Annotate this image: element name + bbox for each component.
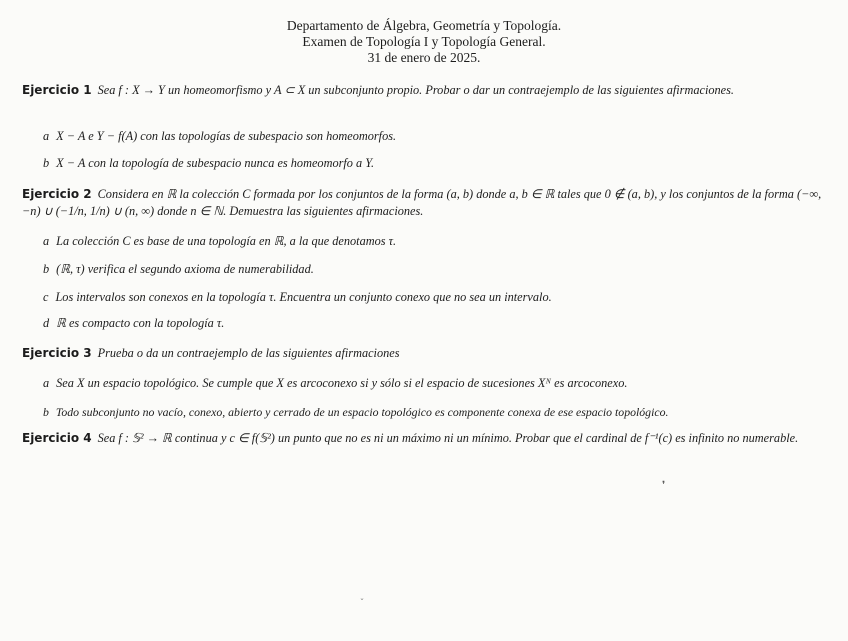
exercise-4-statement: Sea f : 𝕊² → ℝ continua y c ∈ f(𝕊²) un punto que no es ni un máximo ni un mínimo. Probar que el cardinal de f⁻¹(c) es infinito no numerable. [97, 431, 799, 445]
exercise-3 [22, 345, 822, 362]
exam-title-line: Examen de Topología I y Topología General. [302, 34, 546, 49]
department-line: Departamento de Álgebra, Geometría y Topología. [286, 18, 562, 33]
exercise-3-label: Ejercicio 3 [22, 346, 92, 360]
exercise-4-label: Ejercicio 4 [22, 431, 92, 445]
item-text: X − A e Y − f(A) con las topologías de subespacio son homeomorfos. [56, 129, 397, 143]
item-letter: b [43, 262, 50, 276]
exercise-1-label: Ejercicio 1 [22, 83, 92, 97]
exercise-3-item-a [43, 375, 823, 391]
item-text: La colección C es base de una topología en ℝ, a la que denotamos τ. [56, 234, 397, 248]
item-text: Todo subconjunto no vacío, conexo, abierto y cerrado de un espacio topológico es componente conexa de ese espacio topológico. [55, 405, 669, 419]
item-letter: a [43, 376, 50, 390]
exercise-2-item-c [43, 289, 823, 305]
item-text: Sea X un espacio topológico. Se cumple que X es arcoconexo si y sólo si el espacio de sucesiones Xᴺ es arcoconexo. [56, 376, 628, 390]
item-letter: c [43, 290, 49, 304]
scan-speck: ❜ [662, 480, 666, 491]
exam-date-line: 31 de enero de 2025. [367, 50, 481, 65]
exercise-1-item-b [43, 155, 823, 171]
item-text: X − A con la topología de subespacio nunca es homeomorfo a Y. [56, 156, 375, 170]
exercise-4 [22, 430, 822, 447]
exam-header [0, 18, 848, 66]
exercise-2-item-a [43, 233, 823, 249]
item-text: (ℝ, τ) verifica el segundo axioma de numerabilidad. [56, 262, 314, 276]
exercise-2-item-b [43, 261, 823, 277]
item-letter: a [43, 234, 50, 248]
exercise-2-item-d [43, 315, 823, 331]
item-letter: b [43, 405, 49, 419]
scan-speck: ˘ [360, 598, 364, 607]
item-text: ℝ es compacto con la topología τ. [56, 316, 225, 330]
item-letter: a [43, 129, 50, 143]
exercise-2-statement: Considera en ℝ la colección C formada por los conjuntos de la forma (a, b) donde a, b ∈ ℝ tales que 0 ∉ (a, b), y los conjuntos de la forma (−∞, −n) ∪ (−1/n, 1/n) ∪ (n, ∞) donde n ∈ ℕ. Demuestra las siguientes afirmaciones. [22, 187, 822, 218]
exercise-1-item-a [43, 128, 823, 144]
exercise-2-label: Ejercicio 2 [22, 187, 92, 201]
item-letter: b [43, 156, 50, 170]
item-text: Los intervalos son conexos en la topología τ. Encuentra un conjunto conexo que no sea un intervalo. [55, 290, 552, 304]
exercise-3-item-b [43, 404, 823, 420]
exercise-2 [22, 186, 822, 220]
exercise-1-statement: Sea f : X → Y un homeomorfismo y A ⊂ X un subconjunto propio. Probar o dar un contraejemplo de las siguientes afirmaciones. [97, 83, 734, 97]
exercise-3-statement: Prueba o da un contraejemplo de las siguientes afirmaciones [97, 346, 400, 360]
item-letter: d [43, 316, 50, 330]
exercise-1 [22, 82, 822, 99]
